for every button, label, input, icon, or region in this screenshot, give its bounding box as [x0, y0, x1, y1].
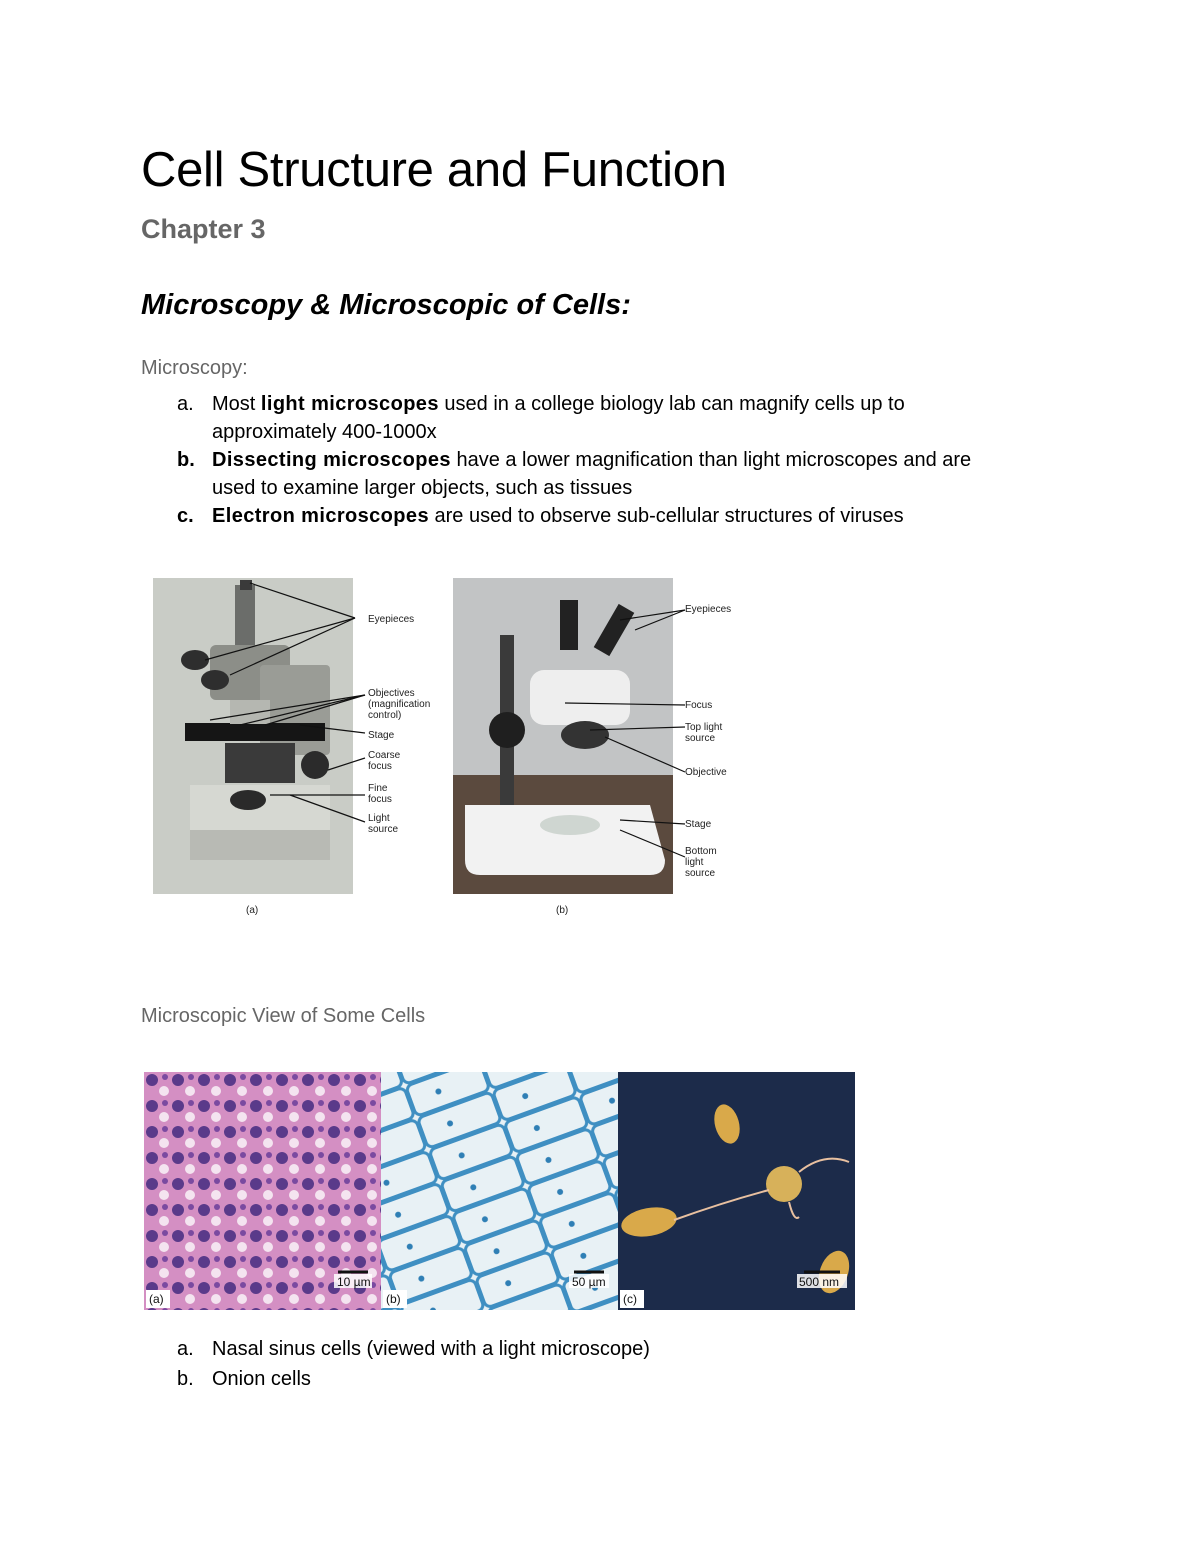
callout-label: Bottom: [685, 846, 717, 857]
page-title: Cell Structure and Function: [141, 143, 727, 197]
callout-label: light: [685, 857, 704, 868]
callout-label: Objectives: [368, 688, 415, 699]
callout-label: Coarse: [368, 750, 401, 761]
callout-label: Light: [368, 813, 390, 824]
scale-bar-label: 10 µm: [337, 1275, 371, 1289]
cells-list: [141, 1334, 1041, 1394]
callout-label: Eyepieces: [368, 614, 415, 625]
list-item: c. Electron microscopes are used to observe sub-cellular structures of viruses: [141, 502, 1041, 530]
microscopy-label: Microscopy:: [141, 357, 248, 379]
callout-label: source: [685, 868, 716, 879]
callout-label: Stage: [685, 819, 712, 830]
callout-label: focus: [368, 761, 392, 772]
list-item: b. Onion cells: [141, 1364, 1041, 1394]
panel-tag: (c): [623, 1292, 637, 1306]
page-subtitle: Chapter 3: [141, 214, 266, 244]
callout-label: Objective: [685, 767, 727, 778]
callout-label: source: [368, 824, 399, 835]
callout-label: Focus: [685, 700, 713, 711]
panel-tag: (a): [149, 1292, 164, 1306]
panel-caption: (a): [246, 905, 259, 916]
callout-label: focus: [368, 794, 392, 805]
bold-term: Electron microscopes: [212, 505, 429, 527]
list-marker: b.: [177, 1368, 194, 1390]
microscopy-list: [141, 390, 1041, 530]
list-marker: c.: [177, 505, 194, 527]
bold-term: Dissecting microscopes: [212, 449, 451, 471]
list-item: b. Dissecting microscopes have a lower magnification than light microscopes and are used to examine larger objects, such as tissues: [141, 446, 1041, 502]
cells-illustration: [144, 1072, 856, 1312]
section-heading: Microscopy & Microscopic of Cells:: [141, 289, 631, 321]
cells-figure: [144, 1072, 856, 1312]
list-marker: b.: [177, 449, 195, 471]
list-item: a. Nasal sinus cells (viewed with a light microscope): [141, 1334, 1041, 1364]
list-item: a. Most light microscopes used in a college biology lab can magnify cells up to approximately 400-1000x: [141, 390, 1041, 446]
callout-label: control): [368, 710, 402, 721]
microscope-illustration: [150, 575, 750, 920]
list-marker: a.: [177, 1338, 194, 1360]
callout-label: Top light: [685, 722, 723, 733]
callout-label: (magnification: [368, 699, 431, 710]
microscope-figure: [150, 575, 750, 920]
scale-bar-label: 500 nm: [799, 1275, 840, 1289]
list-marker: a.: [177, 393, 194, 415]
callout-label: Stage: [368, 730, 395, 741]
callout-label: source: [685, 733, 716, 744]
callout-label: Eyepieces: [685, 604, 732, 615]
bold-term: light microscopes: [260, 393, 439, 415]
panel-tag: (b): [386, 1292, 401, 1306]
cells-view-label: Microscopic View of Some Cells: [141, 1005, 426, 1027]
callout-label: Fine: [368, 783, 388, 794]
panel-caption: (b): [556, 905, 569, 916]
scale-bar-label: 50 µm: [572, 1275, 606, 1289]
